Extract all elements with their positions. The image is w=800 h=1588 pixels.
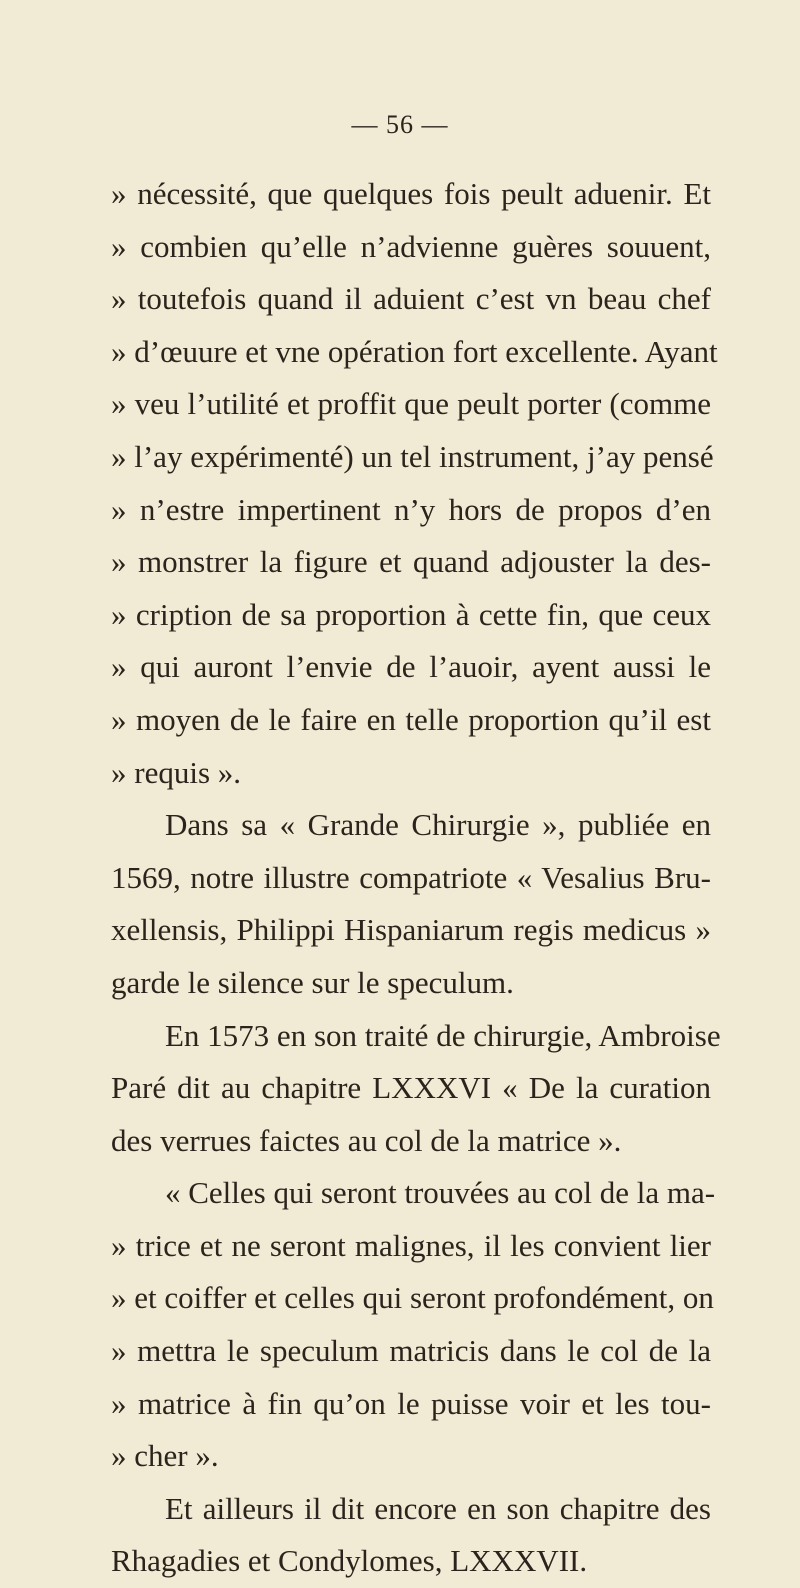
- text-line: Paré dit au chapitre LXXXVI « De la curation: [111, 1070, 711, 1106]
- text-line: » et coiffer et celles qui seront profondément, on: [111, 1280, 714, 1316]
- text-line: » toutefois quand il aduient c’est vn beau chef: [111, 281, 711, 317]
- text-line: » moyen de le faire en telle proportion qu’il est: [111, 701, 711, 737]
- text-line: » combien qu’elle n’advienne guères souuent,: [111, 228, 711, 264]
- text-line: xellensis, Philippi Hispaniarum regis medicus »: [111, 912, 711, 948]
- text-line: » d’œuure et vne opération fort excellente. Ayant: [111, 333, 718, 369]
- text-line: Rhagadies et Condylomes, LXXXVII.: [111, 1543, 588, 1579]
- text-line: » trice et ne seront malignes, il les convient lier: [111, 1227, 711, 1263]
- text-line: Et ailleurs il dit encore en son chapitre des: [165, 1490, 711, 1526]
- text-line: des verrues faictes au col de la matrice ».: [111, 1122, 622, 1158]
- page-number: — 56 —: [351, 110, 449, 139]
- text-line: » l’ay expérimenté) un tel instrument, j’ay pensé: [111, 438, 714, 474]
- text-line: » n’estre impertinent n’y hors de propos d’en: [111, 491, 711, 527]
- text-line: garde le silence sur le speculum.: [111, 964, 514, 1000]
- text-line: » requis ».: [111, 754, 242, 790]
- text-line: » matrice à fin qu’on le puisse voir et les tou-: [111, 1385, 711, 1421]
- text-line: » mettra le speculum matricis dans le col de la: [111, 1333, 711, 1369]
- text-line: » nécessité, que quelques fois peult aduenir. Et: [111, 176, 711, 211]
- text-line: » cher ».: [111, 1438, 219, 1474]
- text-line: » cription de sa proportion à cette fin, que ceux: [111, 596, 711, 632]
- text-line: » qui auront l’envie de l’auoir, ayent aussi le: [111, 649, 711, 685]
- body-text: [111, 168, 721, 1588]
- text-line: « Celles qui seront trouvées au col de la ma-: [165, 1175, 716, 1211]
- text-line: En 1573 en son traité de chirurgie, Ambroise: [165, 1017, 721, 1053]
- text-line: » veu l’utilité et proffit que peult porter (comme: [111, 386, 711, 422]
- text-line: » monstrer la figure et quand adjouster la des-: [111, 544, 711, 580]
- text-line: 1569, notre illustre compatriote « Vesalius Bru-: [111, 859, 711, 895]
- text-line: Dans sa « Grande Chirurgie », publiée en: [165, 807, 711, 843]
